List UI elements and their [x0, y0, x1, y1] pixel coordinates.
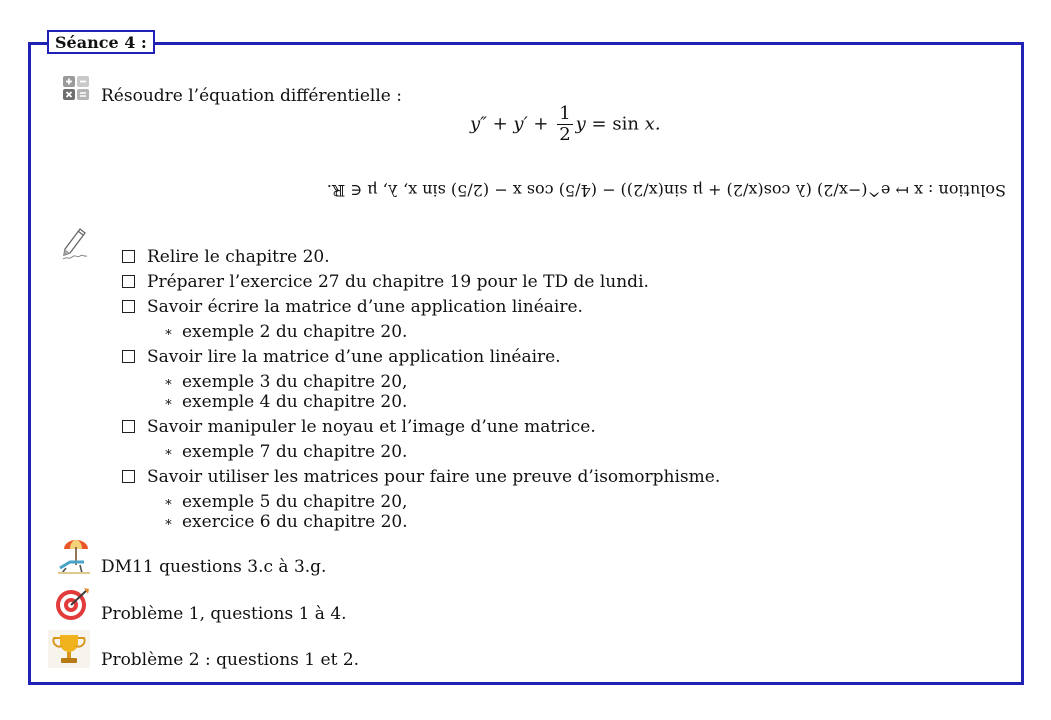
- checkbox[interactable]: [122, 275, 135, 288]
- checklist-item-label: Savoir lire la matrice d’une application linéaire.: [147, 347, 561, 367]
- checklist-item-label: Relire le chapitre 20.: [147, 247, 330, 267]
- checklist-subitem-label: exemple 2 du chapitre 20.: [182, 322, 408, 342]
- checklist-item: [122, 247, 330, 267]
- checklist-subitem: [164, 322, 407, 343]
- checklist-subitem-label: exercice 6 du chapitre 20.: [182, 512, 408, 532]
- checklist-item: [122, 297, 583, 317]
- equation-lhs: y″ + y′ +: [470, 113, 555, 135]
- exercise-prompt: Résoudre l’équation différentielle :: [101, 86, 402, 106]
- checklist-subitem-label: exemple 7 du chapitre 20.: [182, 442, 408, 462]
- checklist-subitem-label: exemple 3 du chapitre 20,: [182, 372, 408, 392]
- homework-text: DM11 questions 3.c à 3.g.: [101, 557, 327, 577]
- problem1-text: Problème 1, questions 1 à 4.: [101, 604, 347, 624]
- checklist-item: [122, 467, 720, 487]
- bullet-icon: ∗: [164, 395, 173, 410]
- solution-upside-down: Solution : x ↦ e^(−x/2) (λ cos(x/2) + μ sin(x/2)) − (4/5) cos x − (2/5) sin x, λ, μ ∈ ℝ.: [326, 181, 1006, 200]
- checklist-item-label: Savoir utiliser les matrices pour faire une preuve d’isomorphisme.: [147, 467, 721, 487]
- checklist-subitem-label: exemple 5 du chapitre 20,: [182, 492, 408, 512]
- fraction-numerator: 1: [559, 103, 571, 124]
- checklist-subitem: [164, 442, 407, 463]
- beach-chair-icon: [56, 537, 92, 575]
- checklist-item-label: Savoir manipuler le noyau et l’image d’une matrice.: [147, 417, 596, 437]
- equation-middle: y =: [575, 113, 613, 135]
- checklist-item: [122, 417, 596, 437]
- checklist-subitem-label: exemple 4 du chapitre 20.: [182, 392, 408, 412]
- equation-fraction: [557, 104, 572, 145]
- checklist-subitem: [164, 512, 408, 533]
- calculator-icon: [62, 74, 90, 102]
- checklist-item: [122, 272, 649, 292]
- problem2-text: Problème 2 : questions 1 et 2.: [101, 650, 360, 670]
- checklist-item: [122, 347, 561, 367]
- bullet-icon: ∗: [164, 325, 173, 340]
- target-icon: [54, 586, 92, 622]
- bullet-icon: ∗: [164, 375, 173, 390]
- checklist-subitem: [164, 392, 407, 413]
- checkbox[interactable]: [122, 470, 135, 483]
- fraction-denominator: 2: [559, 124, 571, 145]
- checklist-item-label: Savoir écrire la matrice d’une application linéaire.: [147, 297, 583, 317]
- session-title: Séance 4 :: [47, 30, 155, 54]
- trophy-icon: [48, 630, 90, 668]
- checklist-subitem: [164, 372, 407, 393]
- bullet-icon: ∗: [164, 495, 173, 510]
- equation-function: sin: [612, 113, 639, 135]
- checkbox[interactable]: [122, 250, 135, 263]
- checkbox[interactable]: [122, 350, 135, 363]
- differential-equation: [470, 104, 661, 145]
- equation-variable: x.: [638, 113, 661, 135]
- checklist-subitem: [164, 492, 407, 513]
- bullet-icon: ∗: [164, 445, 173, 460]
- bullet-icon: ∗: [164, 515, 173, 530]
- pencil-icon: [58, 226, 92, 262]
- checklist-item-label: Préparer l’exercice 27 du chapitre 19 pour le TD de lundi.: [147, 272, 649, 292]
- checkbox[interactable]: [122, 420, 135, 433]
- checkbox[interactable]: [122, 300, 135, 313]
